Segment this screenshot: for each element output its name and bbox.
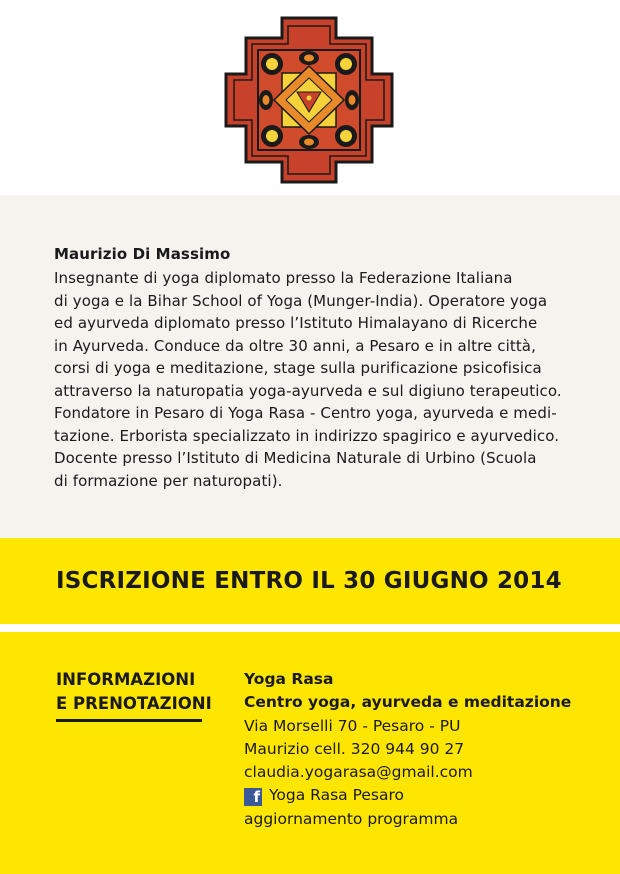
facebook-page-name: Yoga Rasa Pesaro	[269, 786, 405, 805]
facebook-icon: f	[244, 788, 262, 806]
bio-line: di yoga e la Bihar School of Yoga (Munger-India). Operatore yoga	[54, 291, 548, 310]
bio-line: attraverso la naturopatia yoga-ayurveda e sul digiuno terapeutico.	[54, 381, 562, 400]
bio-line: Fondatore in Pesaro di Yoga Rasa - Centro yoga, ayurveda e medi-	[54, 404, 557, 422]
teacher-name: Maurizio Di Massimo	[54, 245, 231, 263]
info-heading	[56, 668, 212, 716]
biography-text	[54, 267, 594, 492]
bio-line: ed ayurveda diplomato presso l’Istituto Himalayano di Ricerche	[54, 314, 538, 332]
bio-line: in Ayurveda. Conduce da oltre 30 anni, a Pesaro e in altre città,	[54, 336, 536, 355]
org-subtitle: Centro yoga, ayurveda e meditazione	[244, 693, 572, 712]
bio-line: tazione. Erborista specializzato in indirizzo spagirico e ayurvedico.	[54, 426, 560, 445]
info-heading-line2: E PRENOTAZIONI	[56, 694, 212, 713]
bio-line: Insegnante di yoga diplomato presso la Federazione Italiana	[54, 269, 513, 287]
email-link[interactable]: claudia.yogarasa@gmail.com	[244, 763, 473, 782]
facebook-link[interactable]	[244, 784, 571, 807]
deadline-text: ISCRIZIONE ENTRO IL 30 GIUGNO 2014	[56, 568, 562, 594]
header-area	[0, 0, 620, 195]
phone: Maurizio cell. 320 944 90 27	[244, 739, 465, 758]
yantra-mandala-icon	[224, 16, 394, 184]
org-name: Yoga Rasa	[244, 670, 334, 688]
section-divider	[0, 624, 620, 632]
bio-line: Docente presso l’Istituto di Medicina Naturale di Urbino (Scuola	[54, 449, 537, 467]
contact-section	[0, 632, 620, 874]
bio-line: di formazione per naturopati).	[54, 471, 283, 490]
heading-underline	[56, 719, 202, 722]
contact-details	[244, 668, 571, 831]
update-note: aggiornamento programma	[244, 809, 459, 828]
address: Via Morselli 70 - Pesaro - PU	[244, 716, 461, 735]
bio-line: corsi di yoga e meditazione, stage sulla purificazione psicofisica	[54, 359, 542, 377]
registration-deadline-banner	[0, 538, 620, 624]
info-heading-line1: INFORMAZIONI	[56, 670, 196, 689]
biography-section	[0, 195, 620, 537]
